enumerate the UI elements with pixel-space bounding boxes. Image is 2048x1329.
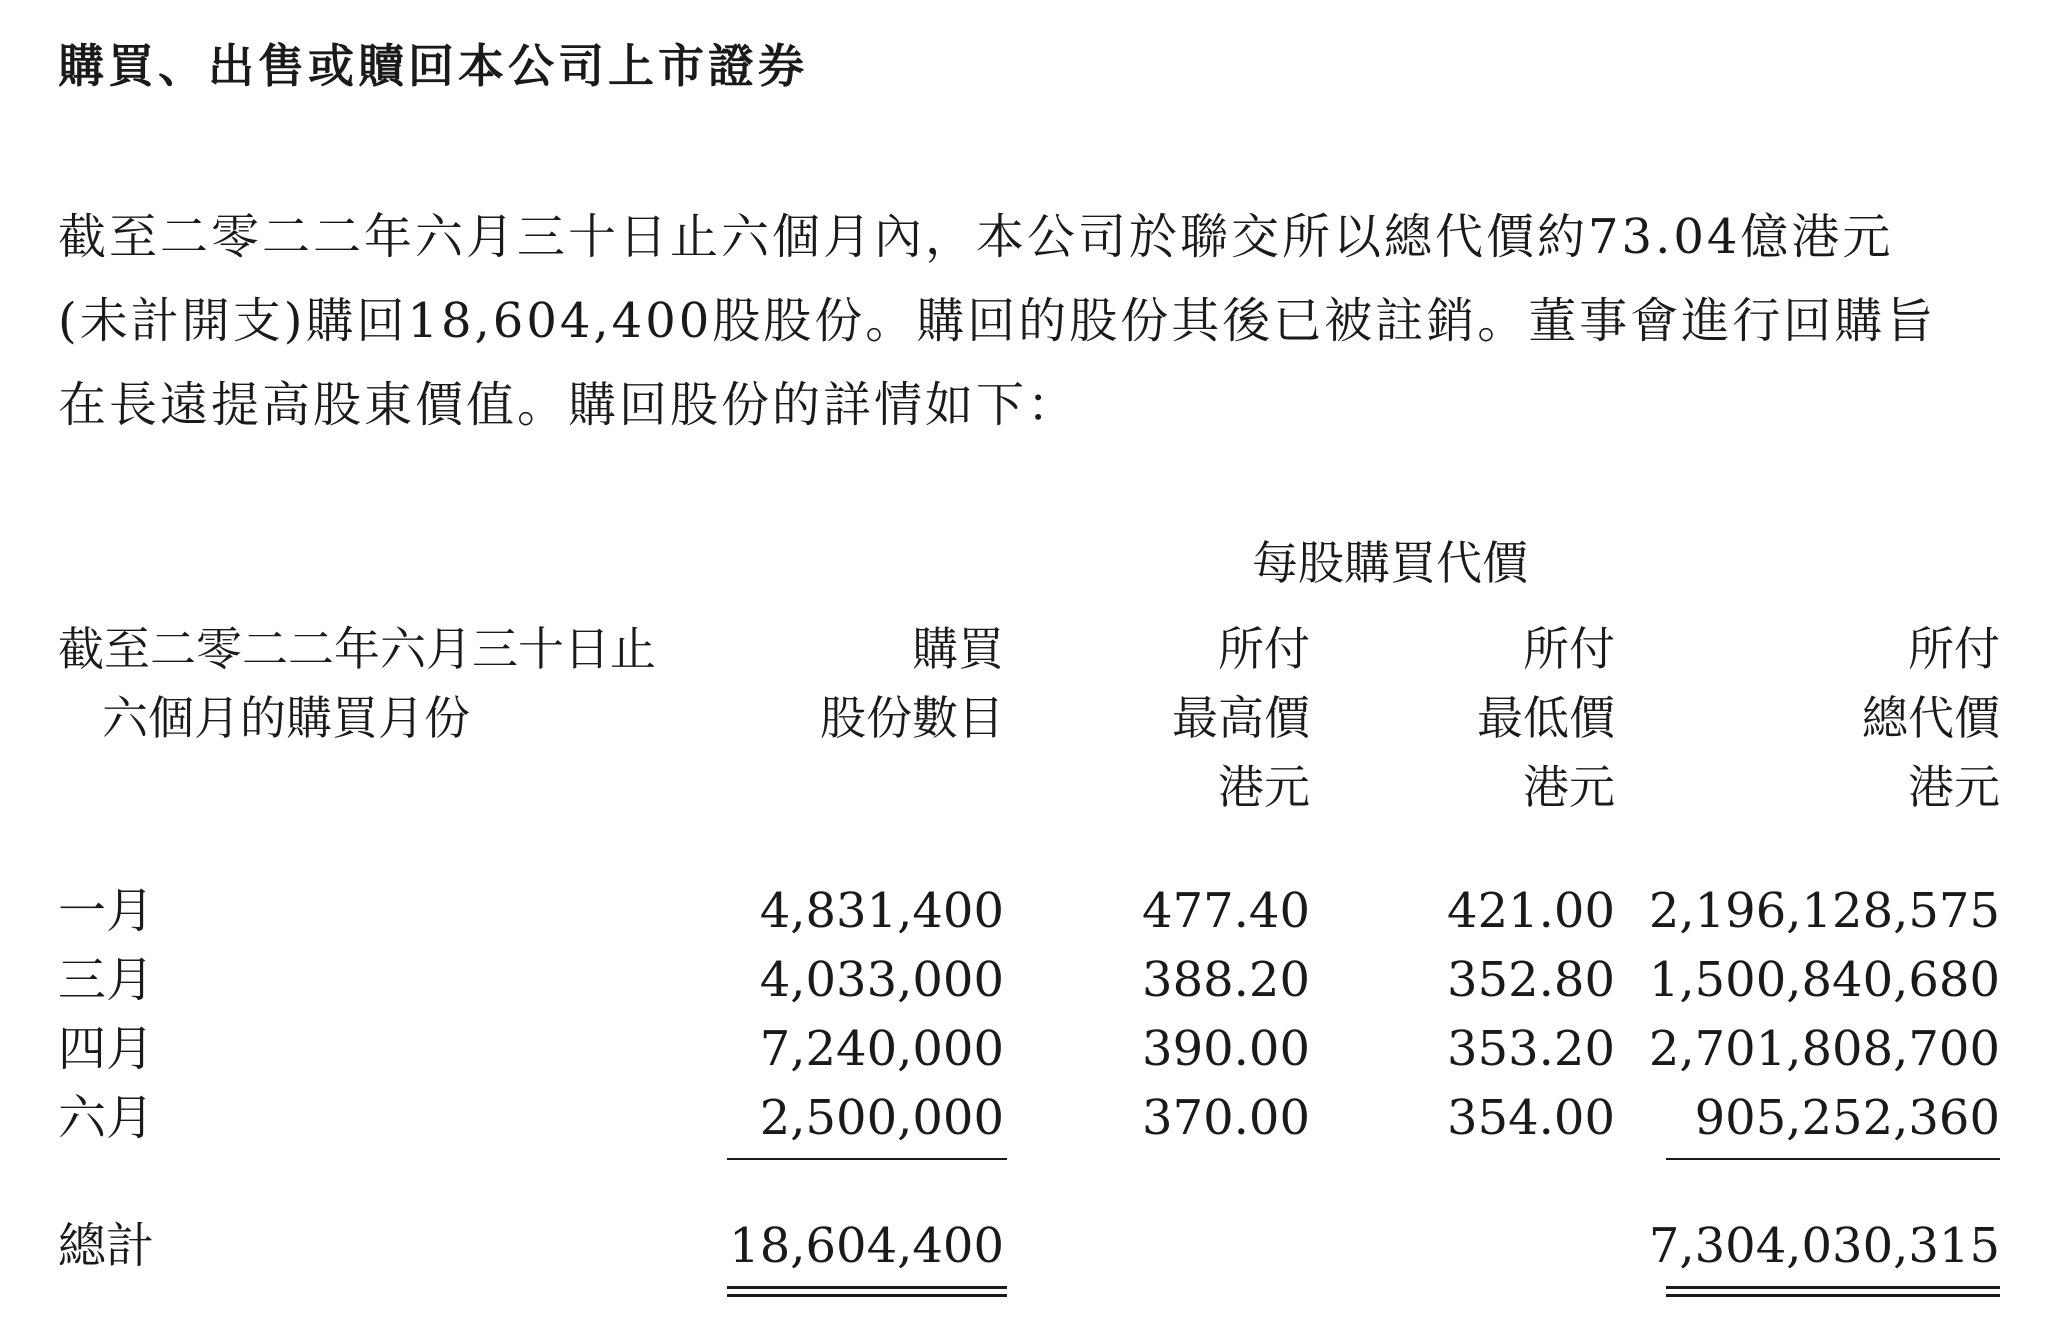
- header-max-price-line: 港元: [1218, 760, 1310, 814]
- subtotal-rule-shares: [727, 1158, 1007, 1160]
- header-total-line: 總代價: [1862, 691, 2000, 745]
- row-max-price: 477.40: [1142, 883, 1310, 939]
- header-month-line: 截至二零二二年六月三十日止: [58, 622, 656, 676]
- total-shares: 18,604,400: [729, 1218, 1004, 1274]
- row-total: 2,196,128,575: [1648, 883, 2000, 939]
- intro-paragraph: [58, 195, 2008, 447]
- header-shares-line: 購買: [912, 622, 1004, 676]
- table-row: [0, 877, 2048, 946]
- header-total-line: 港元: [1908, 760, 2000, 814]
- paragraph-line: 截至二零二二年六月三十日止六個月內，本公司於聯交所以總代價約73.04億港元: [58, 209, 1894, 265]
- header-min-price-line: 港元: [1523, 760, 1615, 814]
- row-total: 2,701,808,700: [1648, 1021, 2000, 1077]
- row-min-price: 353.20: [1447, 1021, 1615, 1077]
- header-shares-line: 股份數目: [820, 691, 1004, 745]
- row-max-price: 388.20: [1142, 952, 1310, 1008]
- section-heading: 購買、出售或贖回本公司上市證券: [58, 39, 808, 93]
- header-max-price-line: 最高價: [1172, 691, 1310, 745]
- row-min-price: 354.00: [1447, 1090, 1615, 1146]
- header-max-price: [1172, 615, 1310, 822]
- row-shares: 4,831,400: [759, 883, 1004, 939]
- row-min-price: 421.00: [1447, 883, 1615, 939]
- total-row: [0, 1212, 2048, 1281]
- row-shares: 4,033,000: [759, 952, 1004, 1008]
- header-total-consideration: [1862, 615, 2000, 822]
- header-total-line: 所付: [1908, 622, 2000, 676]
- total-consideration: 7,304,030,315: [1648, 1218, 2000, 1274]
- header-month-line: 六個月的購買月份: [102, 691, 470, 745]
- total-double-rule-shares: [727, 1286, 1007, 1297]
- row-shares: 7,240,000: [759, 1021, 1004, 1077]
- row-total: 905,252,360: [1694, 1090, 2000, 1146]
- row-max-price: 370.00: [1142, 1090, 1310, 1146]
- price-per-share-group-header: 每股購買代價: [1252, 536, 1528, 590]
- row-min-price: 352.80: [1447, 952, 1615, 1008]
- table-row: [0, 1084, 2048, 1153]
- header-min-price-line: 所付: [1523, 622, 1615, 676]
- header-shares: [820, 615, 1004, 753]
- paragraph-line: (未計開支)購回18,604,400股股份。購回的股份其後已被註銷。董事會進行回購旨: [58, 293, 1937, 349]
- row-month: 一月: [58, 883, 155, 939]
- row-month: 六月: [58, 1090, 155, 1146]
- row-total: 1,500,840,680: [1648, 952, 2000, 1008]
- header-min-price-line: 最低價: [1477, 691, 1615, 745]
- table-row: [0, 1015, 2048, 1084]
- header-min-price: [1477, 615, 1615, 822]
- subtotal-rule-total: [1666, 1158, 2000, 1160]
- header-month: [58, 615, 656, 753]
- total-double-rule-total: [1666, 1286, 2000, 1297]
- row-month: 三月: [58, 952, 155, 1008]
- table-row: [0, 946, 2048, 1015]
- paragraph-line: 在長遠提高股東價值。購回股份的詳情如下：: [58, 377, 1079, 433]
- row-max-price: 390.00: [1142, 1021, 1310, 1077]
- row-month: 四月: [58, 1021, 155, 1077]
- row-shares: 2,500,000: [759, 1090, 1004, 1146]
- total-label: 總計: [58, 1218, 155, 1274]
- header-max-price-line: 所付: [1218, 622, 1310, 676]
